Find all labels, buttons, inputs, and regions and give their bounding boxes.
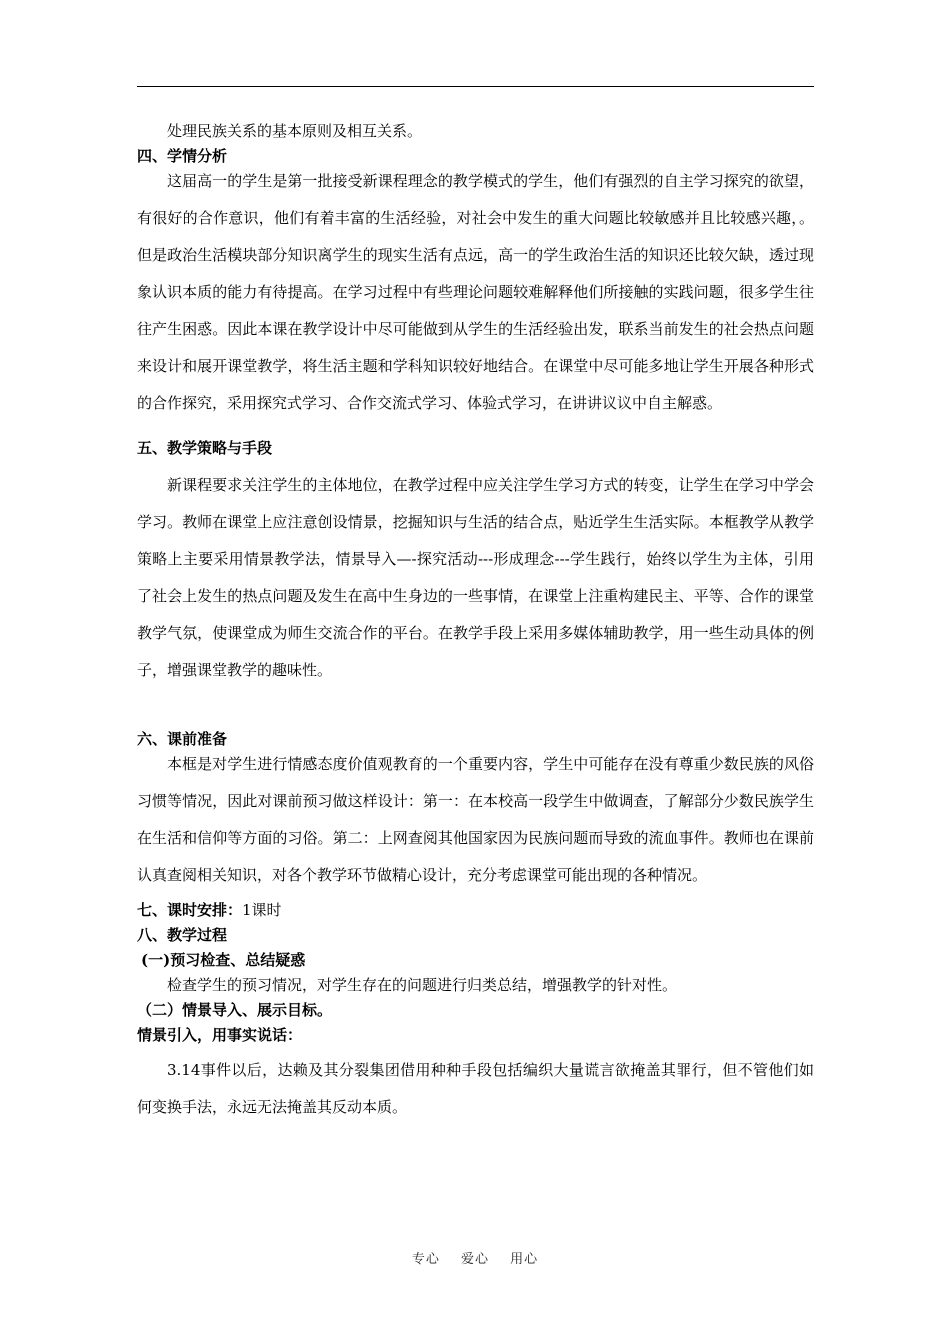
section-8-sub1-body: 检查学生的预习情况，对学生存在的问题进行归类总结，增强教学的针对性。 <box>167 976 678 994</box>
section-8-sub1-heading: (一)预习检查、总结疑惑 <box>141 951 306 969</box>
section-7-heading: 七、课时安排： <box>137 901 243 919</box>
page-footer <box>0 1248 950 1267</box>
section-8-sub3-heading: 情景引入，用事实说话： <box>137 1026 303 1044</box>
section-8-heading: 八、教学过程 <box>137 926 228 944</box>
spacer <box>137 689 814 727</box>
document-body <box>137 118 814 1126</box>
footer-item: 爱心 <box>460 1252 489 1267</box>
footer-item: 专心 <box>411 1252 440 1267</box>
section-5-heading: 五、教学策略与手段 <box>137 439 273 457</box>
section-8-sub3-body: 3.14事件以后，达赖及其分裂集团借用种种手段包括编织大量谎言欲掩盖其罪行，但不管他们如何变换手法，永远无法掩盖其反动本质。 <box>137 1061 814 1116</box>
section-4-heading: 四、学情分析 <box>137 147 228 165</box>
header-rule <box>137 86 814 87</box>
section-7-line <box>137 898 814 923</box>
section-5-body: 新课程要求关注学生的主体地位，在教学过程中应关注学生学习方式的转变，让学生在学习中学会学习。教师在课堂上应注意创设情景，挖掘知识与生活的结合点，贴近学生生活实际。本框教学从教学策略上主要采用情景教学法，情景导入—-探究活动---形成理念---学生践行，始终以学生为主体，引用了社会上发生的热点问题及发生在高中生身边的一些事情，在课堂上注重构建民主、平等、合作的课堂教学气氛，使课堂成为师生交流合作的平台。在教学手段上采用多媒体辅助教学，用一些生动具体的例子，增强课堂教学的趣味性。 <box>137 476 814 679</box>
section-8-sub2-heading: （二）情景导入、展示目标。 <box>137 1001 333 1019</box>
spacer <box>137 422 814 436</box>
intro-line: 处理民族关系的基本原则及相互关系。 <box>167 122 423 140</box>
section-6-heading: 六、课前准备 <box>137 730 228 748</box>
footer-item: 用心 <box>510 1252 539 1267</box>
section-6-body: 本框是对学生进行情感态度价值观教育的一个重要内容，学生中可能存在没有尊重少数民族的风俗习惯等情况，因此对课前预习做这样设计：第一：在本校高一段学生中做调查，了解部分少数民族学生在生活和信仰等方面的习俗。第二：上网查阅其他国家因为民族问题而导致的流血事件。教师也在课前认真查阅相关知识，对各个教学环节做精心设计，充分考虑课堂可能出现的各种情况。 <box>137 755 814 884</box>
section-7-value: 1课时 <box>242 901 282 919</box>
section-4-body: 这届高一的学生是第一批接受新课程理念的教学模式的学生，他们有强烈的自主学习探究的欲望，有很好的合作意识，他们有着丰富的生活经验，对社会中发生的重大问题比较敏感并且比较感兴趣，。但是政治生活模块部分知识离学生的现实生活有点远，高一的学生政治生活的知识还比较欠缺，透过现象认识本质的能力有待提高。在学习过程中有些理论问题较难解释他们所接触的实践问题，很多学生往往产生困惑。因此本课在教学设计中尽可能做到从学生的生活经验出发，联系当前发生的社会热点问题来设计和展开课堂教学，将生活主题和学科知识较好地结合。在课堂中尽可能多地让学生开展各种形式的合作探究，采用探究式学习、合作交流式学习、体验式学习，在讲讲议议中自主解惑。 <box>137 172 814 412</box>
